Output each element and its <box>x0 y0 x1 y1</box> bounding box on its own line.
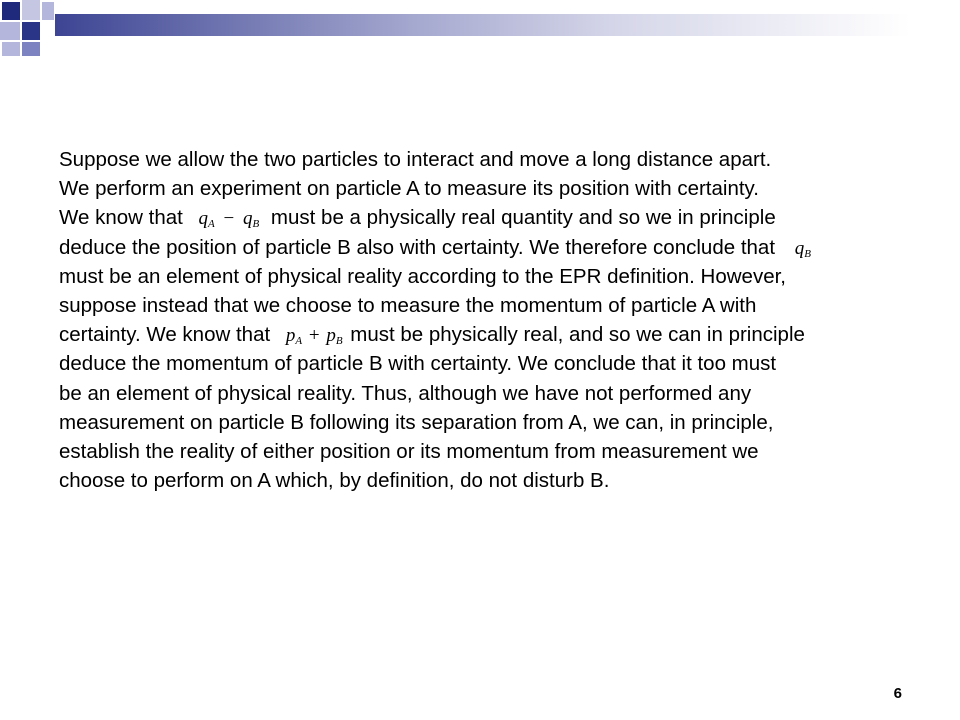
deco-square-mid <box>22 42 40 56</box>
text-segment: must be physically real, and so we can in principle <box>350 323 805 347</box>
text-segment: deduce the position of particle B also with certainty. We therefore conclude that <box>59 235 776 259</box>
deco-square-navy <box>22 22 40 40</box>
text-line <box>59 233 929 262</box>
page-number: 6 <box>893 685 902 702</box>
text-line: We perform an experiment on particle A to measure its position with certainty. <box>59 177 759 201</box>
text-segment: certainty. We know that <box>59 323 271 347</box>
math-pa-plus-pb: $p_A + p_B$ <box>285 325 343 348</box>
deco-square-navy <box>2 2 20 20</box>
title-gradient-bar <box>55 14 910 36</box>
math-qb: $q_B$ <box>794 237 811 260</box>
deco-square-mid <box>42 2 54 20</box>
text-segment: must be a physically real quantity and so we in principle <box>270 206 776 230</box>
text-line <box>59 203 929 232</box>
slide-body-text <box>59 145 929 495</box>
deco-square-light <box>0 22 20 40</box>
text-line: must be an element of physical reality according to the EPR definition. However, <box>59 264 786 288</box>
text-line: deduce the momentum of particle B with certainty. We conclude that it too must <box>59 352 777 376</box>
text-line: establish the reality of either position or its momentum from measurement we <box>59 439 759 463</box>
text-line: Suppose we allow the two particles to interact and move a long distance apart. <box>59 148 772 171</box>
header-decoration <box>0 0 960 60</box>
math-qa-minus-qb: $q_A - q_B$ <box>198 208 260 231</box>
text-line: be an element of physical reality. Thus, although we have not performed any <box>59 381 752 405</box>
text-segment: We know that <box>59 206 183 230</box>
text-line: suppose instead that we choose to measure the momentum of particle A with <box>59 293 757 317</box>
text-line: measurement on particle B following its separation from A, we can, in principle, <box>59 410 774 434</box>
text-line <box>59 320 929 349</box>
text-line: choose to perform on A which, by definition, do not disturb B. <box>59 469 610 493</box>
deco-square-mid <box>2 42 20 56</box>
deco-square-light <box>22 0 40 20</box>
